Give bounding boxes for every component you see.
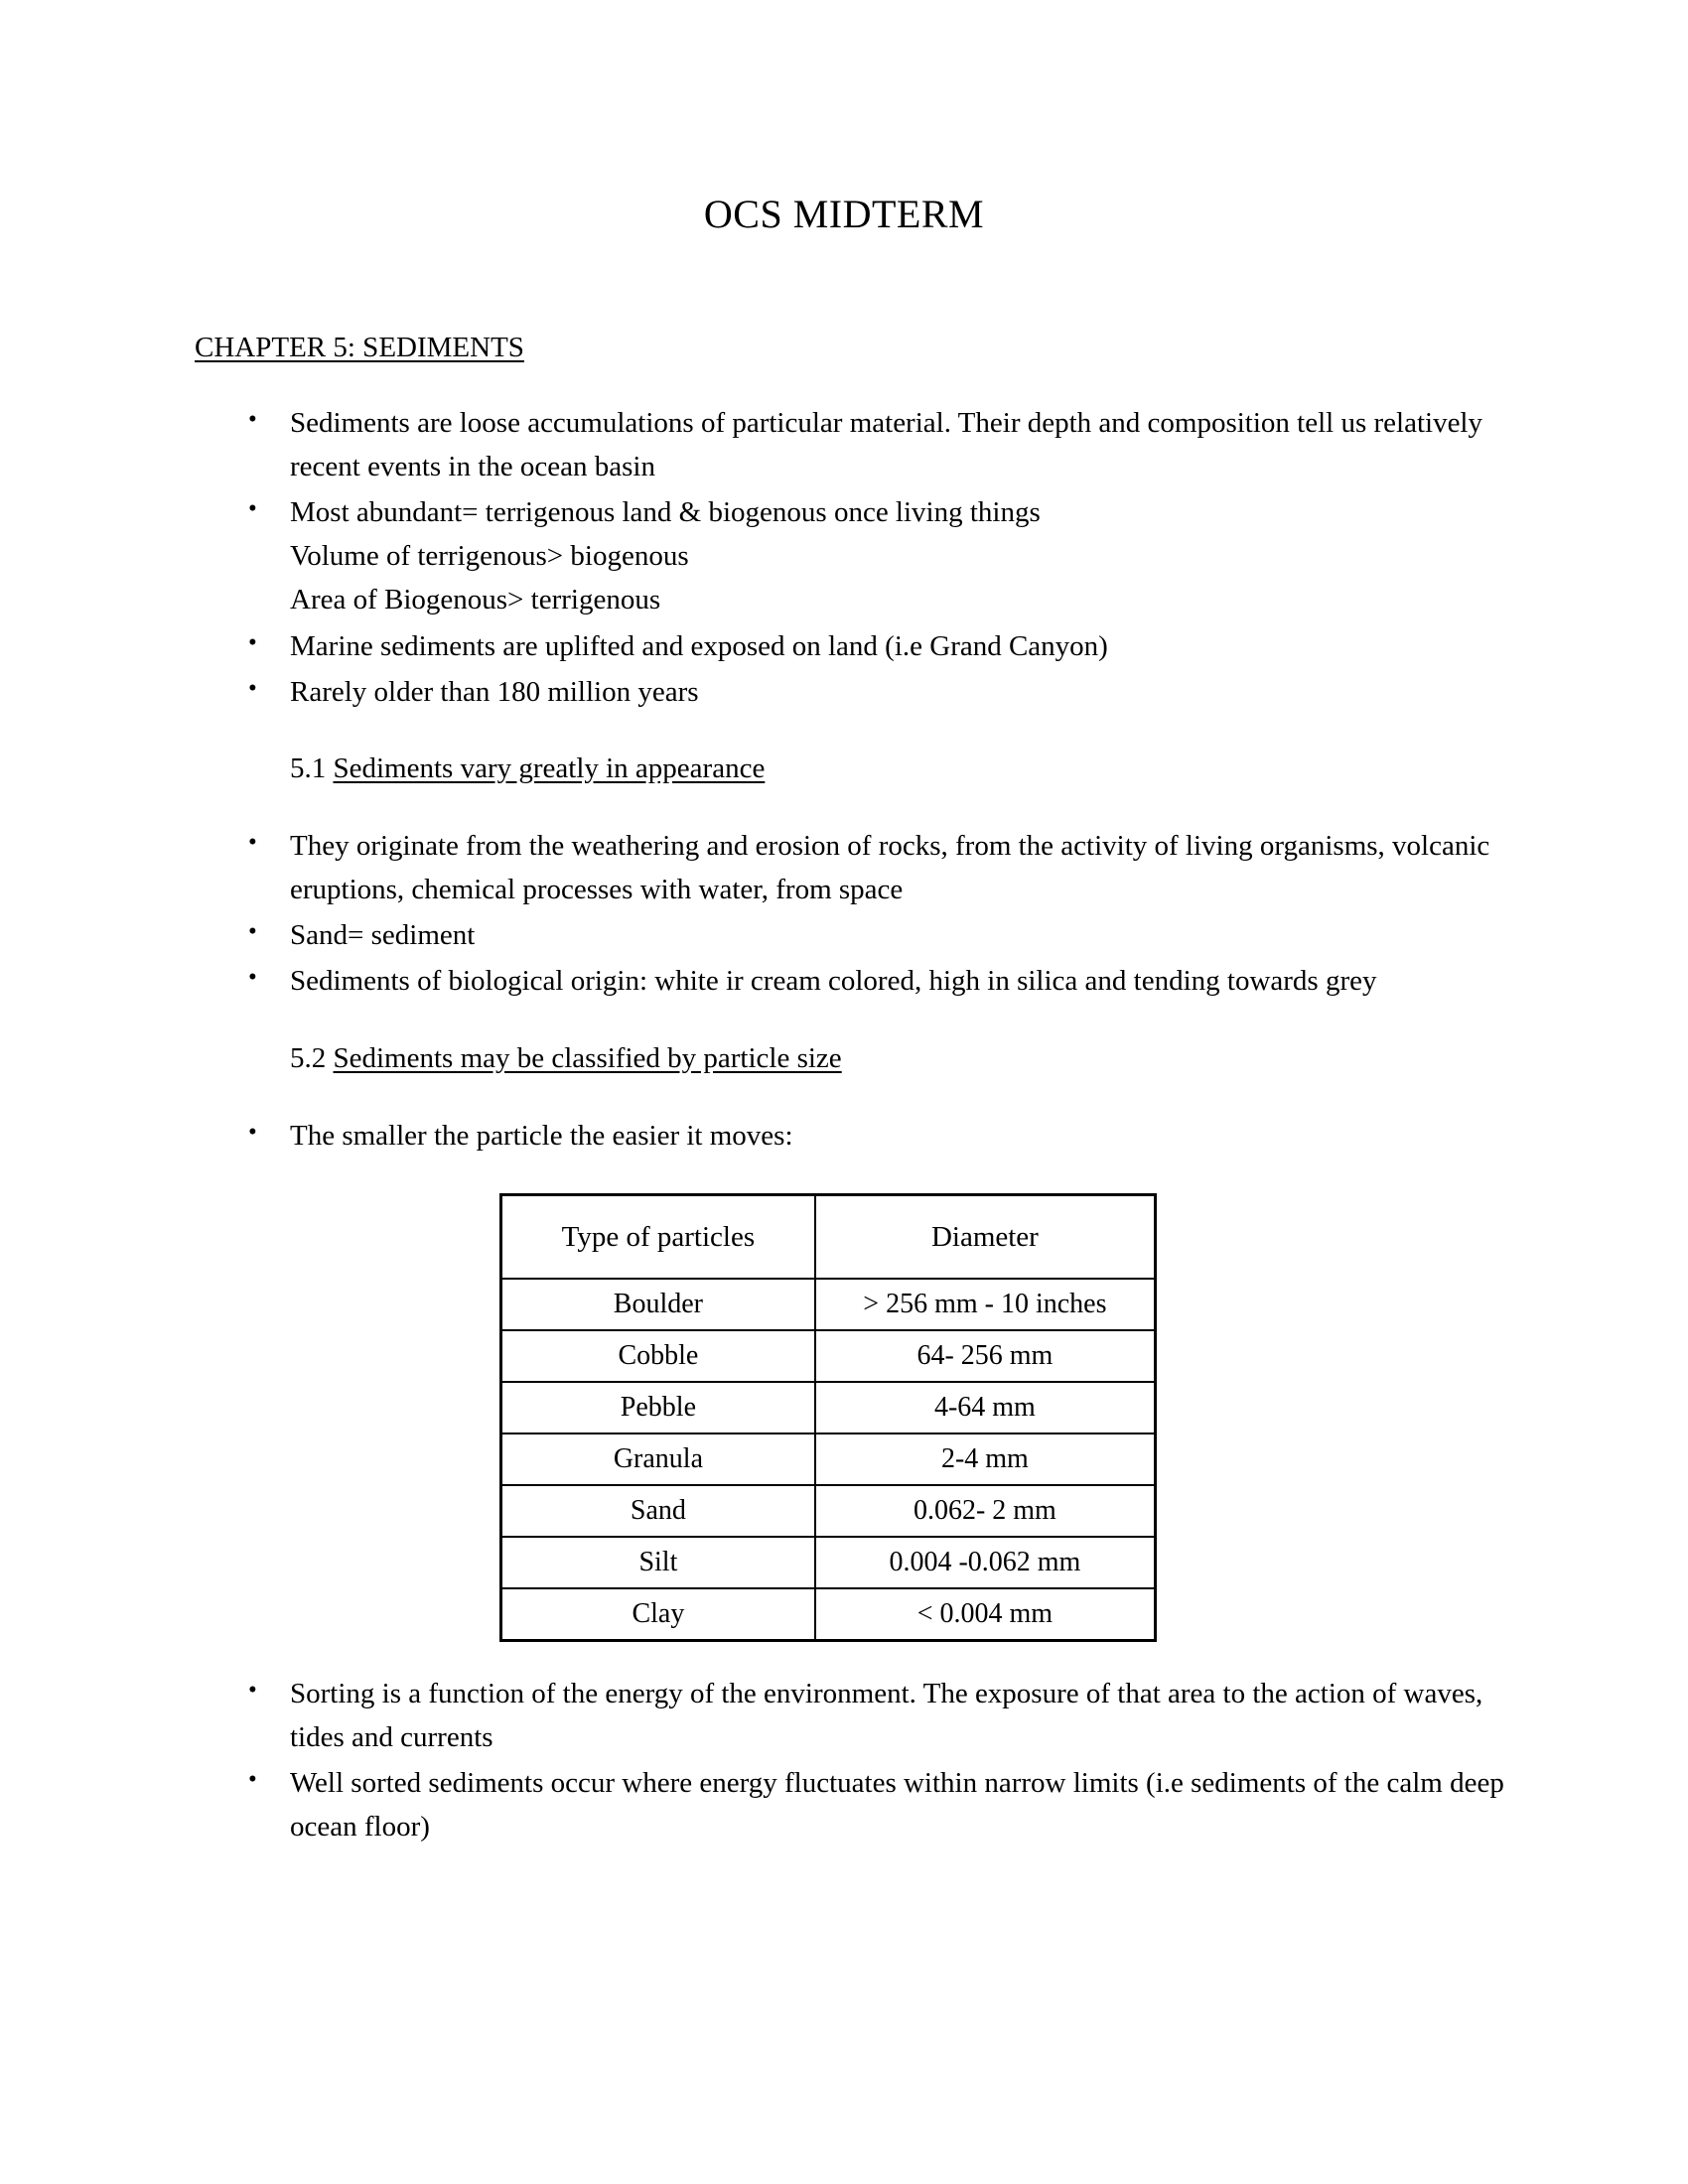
table-row: [501, 1330, 1156, 1382]
intro-bullet-list: [195, 401, 1519, 714]
bullet-text: Sediments of biological origin: white ir cream colored, high in silica and tending towards grey: [290, 965, 1377, 998]
column-header-diameter: Diameter: [815, 1195, 1156, 1280]
bullet-text: Most abundant= terrigenous land & biogenous once living things: [290, 496, 1041, 529]
table-row: [501, 1382, 1156, 1433]
table-row: [501, 1279, 1156, 1330]
table-row: [501, 1537, 1156, 1588]
list-item: [195, 1672, 1519, 1759]
bullet-text: Rarely older than 180 million years: [290, 675, 699, 708]
section-heading-5-1: [195, 748, 1519, 791]
list-item: [195, 1761, 1519, 1848]
table-row: [501, 1433, 1156, 1485]
bullet-subline-area: Area of Biogenous> terrigenous: [290, 584, 661, 616]
bullet-subline-volume: Volume of terrigenous> biogenous: [290, 540, 689, 573]
list-item: [195, 959, 1519, 1003]
table-row: [501, 1588, 1156, 1641]
bullet-text: They originate from the weathering and erosion of rocks, from the activity of living organisms, volcanic eruptions, chemical processes with water, from space: [290, 830, 1490, 906]
document-body: [0, 237, 1688, 1848]
bullet-text: Sorting is a function of the energy of the environment. The exposure of that area to the action of waves, tides and currents: [290, 1678, 1483, 1754]
column-header-type: Type of particles: [501, 1195, 815, 1280]
cell-type: Clay: [501, 1588, 815, 1641]
bullet-text: Sediments are loose accumulations of particular material. Their depth and composition tell us relatively recent events in the ocean basin: [290, 407, 1482, 483]
cell-type: Pebble: [501, 1382, 815, 1433]
list-item: [195, 1114, 1519, 1158]
cell-diameter: < 0.004 mm: [815, 1588, 1156, 1641]
cell-type: Boulder: [501, 1279, 815, 1330]
list-item: [195, 490, 1519, 621]
bullet-text: Sand= sediment: [290, 919, 476, 952]
cell-diameter: 4-64 mm: [815, 1382, 1156, 1433]
list-item: [195, 624, 1519, 668]
bullet-text: Well sorted sediments occur where energy fluctuates within narrow limits (i.e sediments of the calm deep ocean floor): [290, 1767, 1504, 1843]
section-5-2-closing-list: [195, 1672, 1519, 1848]
particle-size-table-wrap: [195, 1193, 1519, 1642]
list-item: [195, 824, 1519, 911]
cell-type: Sand: [501, 1485, 815, 1537]
cell-type: Granula: [501, 1433, 815, 1485]
section-heading-5-2: [195, 1037, 1519, 1081]
section-number: 5.2: [290, 1041, 334, 1074]
cell-diameter: 2-4 mm: [815, 1433, 1156, 1485]
section-5-1-bullet-list: [195, 824, 1519, 1003]
cell-diameter: 64- 256 mm: [815, 1330, 1156, 1382]
cell-diameter: 0.062- 2 mm: [815, 1485, 1156, 1537]
cell-type: Silt: [501, 1537, 815, 1588]
bullet-text: The smaller the particle the easier it moves:: [290, 1120, 793, 1152]
chapter-heading-text: CHAPTER 5: SEDIMENTS: [195, 332, 524, 363]
table-header-row: [501, 1195, 1156, 1280]
list-item: [195, 913, 1519, 957]
bullet-text: Marine sediments are uplifted and exposed on land (i.e Grand Canyon): [290, 629, 1108, 662]
particle-size-table: [499, 1193, 1157, 1642]
section-5-2-lead-list: [195, 1114, 1519, 1158]
list-item: [195, 670, 1519, 714]
table-body: [501, 1279, 1156, 1641]
list-item: [195, 401, 1519, 488]
cell-type: Cobble: [501, 1330, 815, 1382]
cell-diameter: 0.004 -0.062 mm: [815, 1537, 1156, 1588]
chapter-heading: [195, 329, 1519, 367]
section-number: 5.1: [290, 751, 334, 784]
cell-diameter: > 256 mm - 10 inches: [815, 1279, 1156, 1330]
page-title: OCS MIDTERM: [703, 192, 985, 236]
table-row: [501, 1485, 1156, 1537]
section-title: Sediments may be classified by particle size: [333, 1041, 842, 1074]
section-title: Sediments vary greatly in appearance: [333, 751, 766, 784]
